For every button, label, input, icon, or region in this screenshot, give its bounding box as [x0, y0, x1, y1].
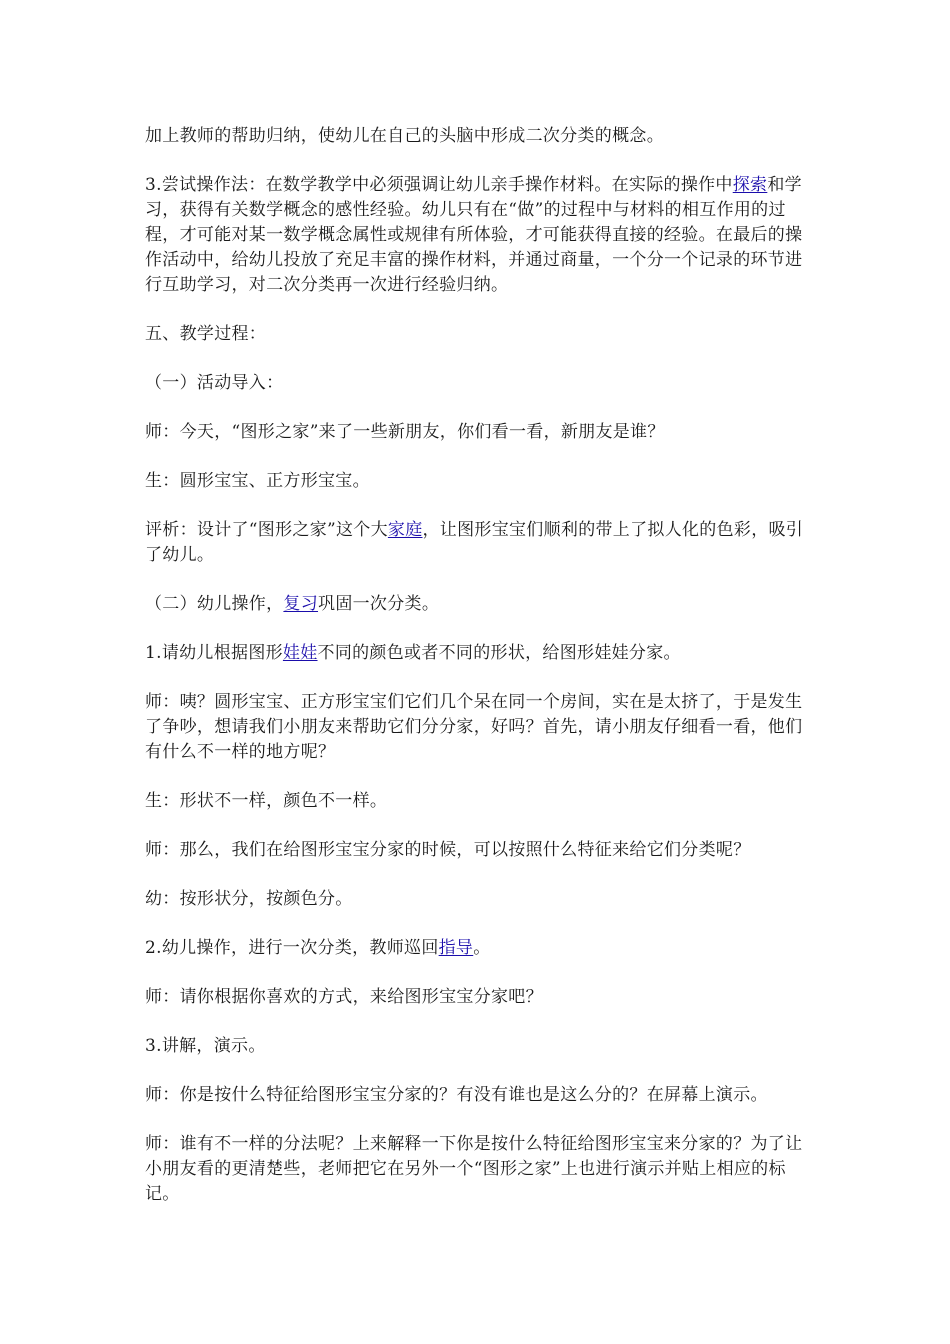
paragraph-p11	[145, 789, 815, 814]
paragraph-p15	[145, 985, 815, 1010]
inline-link[interactable]: 探索	[732, 175, 768, 195]
paragraph-text: 。	[473, 938, 491, 958]
paragraph-text: 3.讲解，演示。	[145, 1036, 266, 1056]
paragraph-p1	[145, 124, 815, 149]
paragraph-p7	[145, 518, 815, 568]
paragraph-p13	[145, 887, 815, 912]
paragraph-text: 师：那么，我们在给图形宝宝分家的时候，可以按照什么特征来给它们分类呢？	[145, 840, 751, 860]
paragraph-text: 师：今天，“图形之家”来了一些新朋友，你们看一看，新朋友是谁？	[145, 422, 665, 442]
inline-link[interactable]: 娃娃	[282, 643, 318, 663]
paragraph-text: 幼：按形状分，按颜色分。	[145, 889, 353, 909]
paragraph-p4	[145, 371, 815, 396]
paragraph-text: 3.尝试操作法：在数学教学中必须强调让幼儿亲手操作材料。在实际的操作中	[145, 175, 733, 195]
paragraph-p2	[145, 173, 815, 298]
paragraph-text: 和学习，获得有关数学概念的感性经验。幼儿只有在“做”的过程中与材料的相互作用的过程，才可能对某一数学概念属性或规律有所体验，才可能获得直接的经验。在最后的操作活动中，给幼儿投放了充足丰富的操作材料，并通过商量，一个分一个记录的环节进行互助学习，对二次分类再一次进行经验归纳。	[145, 175, 803, 295]
paragraph-p8	[145, 592, 815, 617]
paragraph-p9	[145, 641, 815, 666]
paragraph-text: 生：圆形宝宝、正方形宝宝。	[145, 471, 370, 491]
paragraph-text: （一）活动导入：	[145, 373, 284, 393]
inline-link[interactable]: 家庭	[387, 520, 423, 540]
paragraph-text: 师：请你根据你喜欢的方式，来给图形宝宝分家吧？	[145, 987, 543, 1007]
paragraph-p18	[145, 1132, 815, 1207]
paragraph-p14	[145, 936, 815, 961]
paragraph-text: 师：谁有不一样的分法呢？上来解释一下你是按什么特征给图形宝宝来分家的？为了让小朋友看的更清楚些，老师把它在另外一个“图形之家”上也进行演示并贴上相应的标记。	[145, 1134, 803, 1204]
paragraph-text: 生：形状不一样，颜色不一样。	[145, 791, 388, 811]
paragraph-text: 巩固一次分类。	[318, 594, 440, 614]
paragraph-p17	[145, 1083, 815, 1108]
paragraph-p10	[145, 690, 815, 765]
paragraph-p5	[145, 420, 815, 445]
document-page	[145, 124, 815, 1231]
inline-link[interactable]: 复习	[283, 594, 319, 614]
paragraph-p16	[145, 1034, 815, 1059]
paragraph-p12	[145, 838, 815, 863]
paragraph-text: 师：你是按什么特征给图形宝宝分家的？有没有谁也是这么分的？在屏幕上演示。	[145, 1085, 768, 1105]
paragraph-text: 评析：设计了“图形之家”这个大	[145, 520, 388, 540]
paragraph-p3	[145, 322, 815, 347]
paragraph-text: 1.请幼儿根据图形	[145, 643, 283, 663]
paragraph-p6	[145, 469, 815, 494]
paragraph-text: 加上教师的帮助归纳，使幼儿在自己的头脑中形成二次分类的概念。	[145, 126, 664, 146]
paragraph-text: 五、教学过程：	[145, 324, 267, 344]
inline-link[interactable]: 指导	[438, 938, 474, 958]
paragraph-text: 2.幼儿操作，进行一次分类，教师巡回	[145, 938, 439, 958]
paragraph-text: 师：咦？圆形宝宝、正方形宝宝们它们几个呆在同一个房间，实在是太挤了，于是发生了争吵，想请我们小朋友来帮助它们分分家，好吗？首先，请小朋友仔细看一看，他们有什么不一样的地方呢？	[145, 692, 803, 762]
paragraph-text: 不同的颜色或者不同的形状，给图形娃娃分家。	[317, 643, 681, 663]
paragraph-text: ，让图形宝宝们顺利的带上了拟人化的色彩，吸引了幼儿。	[145, 520, 804, 565]
paragraph-text: （二）幼儿操作，	[145, 594, 284, 614]
